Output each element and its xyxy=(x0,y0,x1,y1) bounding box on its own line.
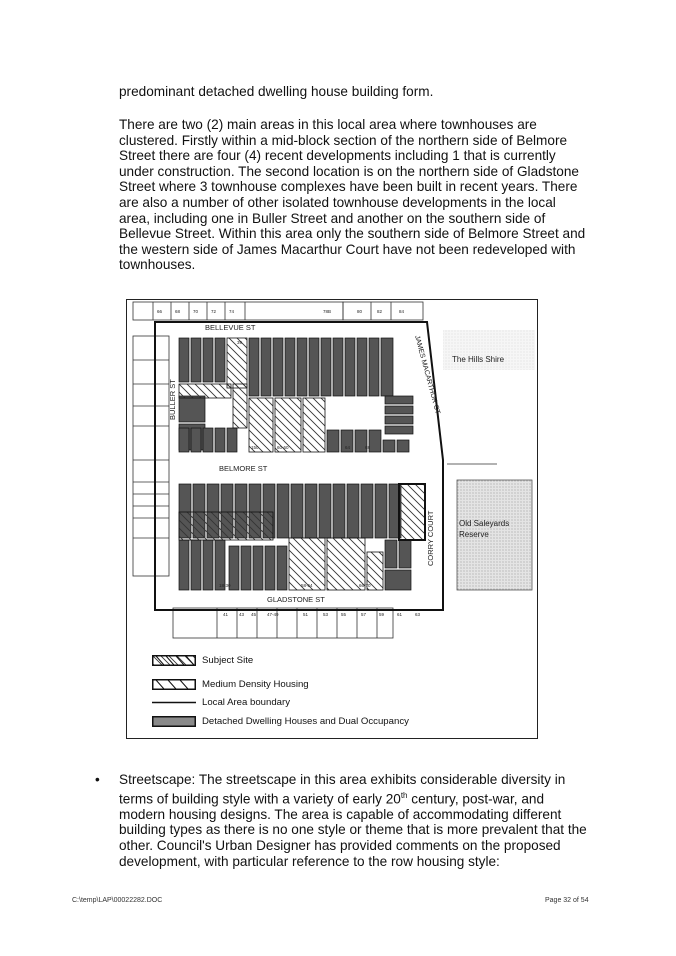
lot-41: 41 xyxy=(223,612,229,617)
paragraph-townhouses: There are two (2) main areas in this local area where townhouses are clustered. Firstly within a mid-block section of the northern side of Belmore Street there are four (4) recent developments including 1 that is currently under construction. The second location is on the northern side of Gladstone Street where 3 townhouse complexes have been built in recent years. There are also a number of other isolated townhouse developments in the local area, including one in Buller Street and another on the southern side of Bellevue Street. Within this area only the southern side of Belmore Street and the western side of James Macarthur Court have not been redeveloped with townhouses. xyxy=(119,117,586,273)
lot-68-inner: 68 xyxy=(365,445,371,450)
lot-18-30: 18-30 xyxy=(219,583,231,588)
bullet-superscript: th xyxy=(400,790,408,800)
place-label-hills-shire: The Hills Shire xyxy=(452,355,505,364)
street-label-james-macarthur: JAMES MACARTHUR CT xyxy=(413,334,441,415)
legend-medium-density xyxy=(152,679,309,690)
lot-61: 61 xyxy=(397,612,403,617)
lot-53: 53 xyxy=(323,612,329,617)
lot-84: 84 xyxy=(399,309,405,314)
legend-boundary-line xyxy=(152,697,196,708)
lot-66-70: 66-70 xyxy=(359,583,371,588)
street-label-belmore: BELMORE ST xyxy=(219,464,268,473)
lot-150: 150 xyxy=(251,445,259,450)
lot-63: 63 xyxy=(415,612,421,617)
place-label-reserve: Reserve xyxy=(459,530,489,539)
lot-39: 39 xyxy=(237,340,243,345)
legend-subject-site xyxy=(152,655,253,666)
local-area-map xyxy=(127,300,536,737)
lot-45: 45 xyxy=(251,612,257,617)
legend-detached-swatch xyxy=(152,716,196,727)
lot-43: 43 xyxy=(239,612,245,617)
bullet-text xyxy=(119,772,589,869)
bullet-dot-icon: • xyxy=(95,772,100,787)
legend-subject-swatch xyxy=(152,655,196,666)
lot-66: 66 xyxy=(157,309,163,314)
lot-80: 80 xyxy=(357,309,363,314)
lot-58-64: 58-64 xyxy=(301,583,313,588)
place-label-old-saleyards: Old Saleyards xyxy=(459,519,510,528)
subject-site xyxy=(399,484,425,540)
street-label-buller: BULLER ST xyxy=(168,379,177,420)
legend-medium-swatch xyxy=(152,679,196,690)
lot-60-60: 60-60 xyxy=(277,445,289,450)
lot-82: 82 xyxy=(377,309,383,314)
bullet-text-part2: century, post-war, and modern housing designs. The area is capable of accommodating different building types as there is no one style or theme that is more prevalent that the other. Council's Urban Designer has provided comments on the proposed development, with particular reference to the row housing style: xyxy=(119,791,587,869)
lot-70: 70 xyxy=(193,309,199,314)
street-label-corry: CORRY COURT xyxy=(426,510,435,566)
legend-medium-label: Medium Density Housing xyxy=(202,679,309,690)
bullet-text-part1: Streetscape: The streetscape in this area exhibits considerable diversity in terms of building style with a variety of early 20 xyxy=(119,772,566,807)
legend-boundary-label: Local Area boundary xyxy=(202,697,291,708)
lot-51: 51 xyxy=(303,612,309,617)
legend-subject-label: Subject Site xyxy=(202,655,254,666)
lot-57: 57 xyxy=(361,612,367,617)
legend-detached-label: Detached Dwelling Houses and Dual Occupancy xyxy=(202,716,409,727)
lot-47-49: 47-49 xyxy=(267,612,279,617)
paragraph-intro: predominant detached dwelling house building form. xyxy=(119,84,434,99)
lot-74: 74 xyxy=(229,309,235,314)
legend-detached xyxy=(152,716,409,727)
lot-72: 72 xyxy=(211,309,217,314)
street-label-gladstone: GLADSTONE ST xyxy=(267,595,325,604)
local-area-map-figure xyxy=(126,299,538,739)
lot-59: 59 xyxy=(379,612,385,617)
hills-shire-area xyxy=(443,330,535,370)
footer-path: C:\temp\LAP\00022282.DOC xyxy=(72,897,163,904)
footer-page-number: Page 32 of 54 xyxy=(545,897,589,904)
street-label-bellevue: BELLEVUE ST xyxy=(205,323,256,332)
lot-78b: 78B xyxy=(323,309,332,314)
lot-55: 55 xyxy=(341,612,347,617)
legend-boundary xyxy=(152,697,290,708)
lot-64: 64 xyxy=(345,445,351,450)
lot-68: 68 xyxy=(175,309,181,314)
